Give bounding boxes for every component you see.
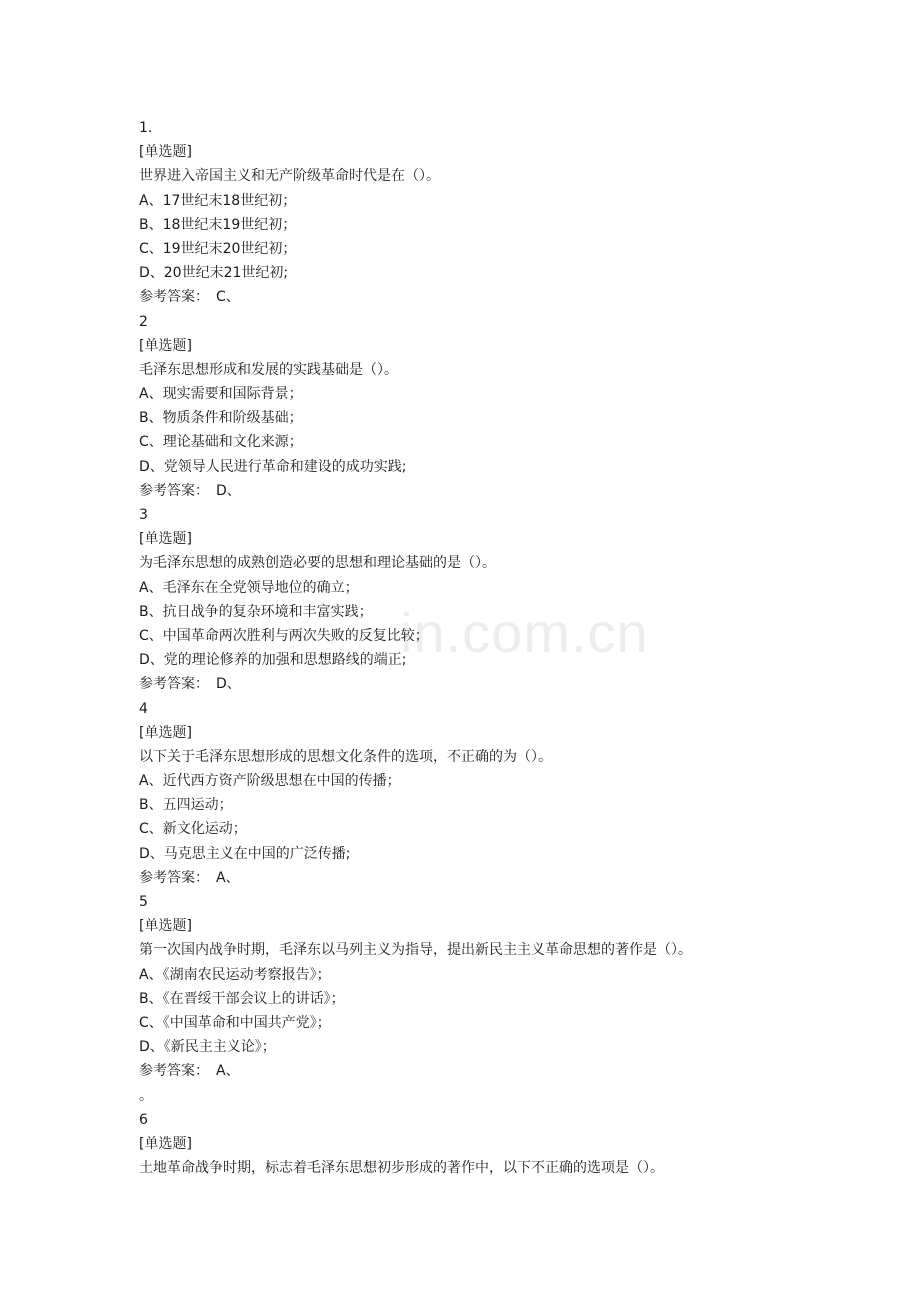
question-option: B、《在晋绥干部会议上的讲话》；	[139, 990, 345, 1007]
question-type: [单选题]	[139, 1135, 192, 1152]
answer-line: 参考答案： A、	[139, 1063, 240, 1080]
question-option: C、《中国革命和中国共产党》；	[139, 1014, 331, 1031]
answer-line: 参考答案： C、	[139, 289, 240, 306]
question-stem: 世界进入帝国主义和无产阶级革命时代是在（）。	[139, 168, 440, 185]
question-type: [单选题]	[139, 918, 192, 935]
question-option: B、18世纪末19世纪初；	[139, 216, 297, 233]
question-option: A、《湖南农民运动考察报告》；	[139, 966, 331, 983]
question-option: A、毛泽东在全党领导地位的确立；	[139, 579, 359, 596]
question-option: B、物质条件和阶级基础；	[139, 410, 303, 427]
question-stem: 毛泽东思想形成和发展的实践基础是（）。	[139, 361, 398, 378]
question-number: 2	[139, 313, 148, 330]
question-stem: 第一次国内战争时期，毛泽东以马列主义为指导，提出新民主主义革命思想的著作是（）。	[139, 942, 692, 959]
question-stem: 土地革命战争时期，标志着毛泽东思想初步形成的著作中，以下不正确的选项是（）。	[139, 1160, 664, 1177]
question-option: D、20世纪末21世纪初;	[139, 265, 289, 282]
question-block	[139, 503, 839, 697]
question-stem: 以下关于毛泽东思想形成的思想文化条件的选项，不正确的为（）。	[139, 748, 552, 765]
question-option: A、现实需要和国际背景；	[139, 386, 303, 403]
question-type: [单选题]	[139, 531, 192, 548]
question-option: C、中国革命两次胜利与两次失败的反复比较；	[139, 627, 429, 644]
question-type: [单选题]	[139, 144, 192, 161]
question-number: 5	[139, 894, 148, 910]
question-option: D、《新民主主义论》；	[139, 1039, 276, 1056]
question-block	[139, 697, 839, 891]
question-option: D、马克思主义在中国的广泛传播;	[139, 845, 351, 862]
answer-line: 参考答案： D、	[139, 676, 241, 693]
question-option: B、抗日战争的复杂环境和丰富实践；	[139, 603, 373, 620]
question-number: 3	[139, 507, 148, 523]
question-list	[139, 116, 839, 1180]
question-option: C、19世纪末20世纪初；	[139, 240, 297, 257]
question-type: [单选题]	[139, 337, 192, 354]
question-option: A、近代西方资产阶级思想在中国的传播；	[139, 773, 401, 790]
question-block	[139, 890, 839, 1108]
question-option: C、新文化运动；	[139, 821, 247, 838]
question-number: 1.	[139, 120, 153, 136]
question-option: D、党的理论修养的加强和思想路线的端正;	[139, 652, 407, 669]
question-option: A、17世纪末18世纪初；	[139, 192, 297, 209]
question-stem: 为毛泽东思想的成熟创造必要的思想和理论基础的是（）。	[139, 555, 496, 572]
question-number: 6	[139, 1111, 148, 1128]
question-number: 4	[139, 700, 148, 717]
question-block	[139, 310, 839, 504]
answer-line: 参考答案： A、	[139, 869, 240, 886]
answer-line: 参考答案： D、	[139, 482, 241, 499]
question-block	[139, 116, 839, 310]
question-option: C、理论基础和文化来源；	[139, 434, 303, 451]
question-block	[139, 1108, 839, 1181]
trailing-mark: 。	[139, 1087, 153, 1104]
watermark: in.com.cn	[400, 601, 649, 664]
question-option: D、党领导人民进行革命和建设的成功实践;	[139, 458, 407, 475]
question-option: B、五四运动；	[139, 797, 233, 814]
question-type: [单选题]	[139, 724, 192, 741]
